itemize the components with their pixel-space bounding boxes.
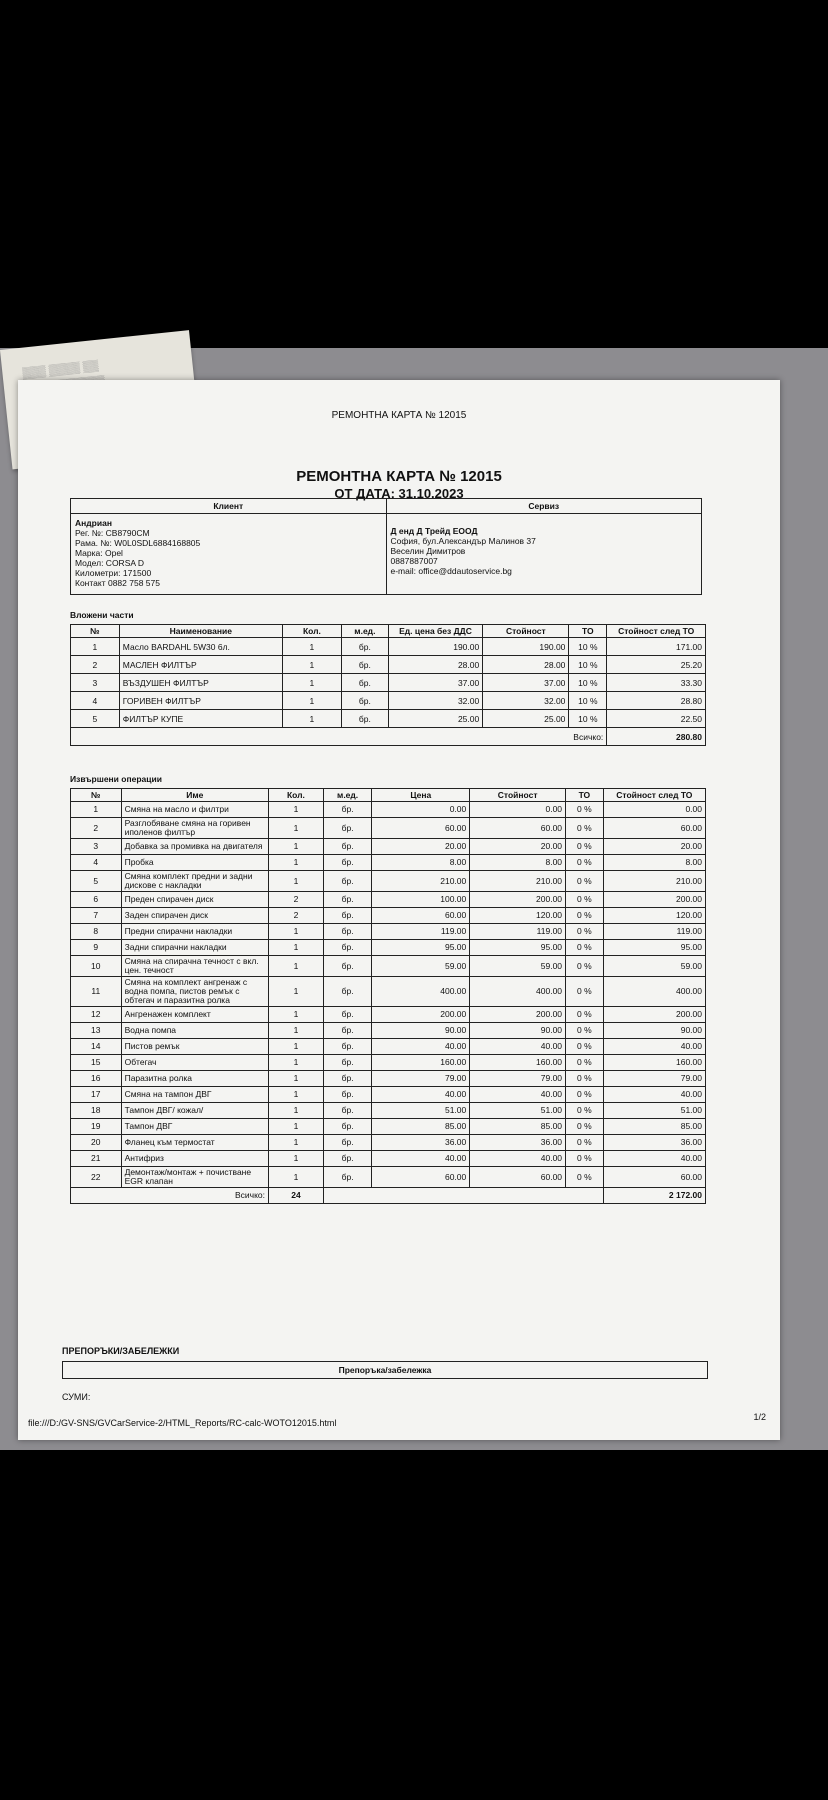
- ops-row-no: 14: [71, 1039, 122, 1055]
- ops-row-qty: 1: [269, 818, 324, 839]
- parts-row-qty: 1: [282, 710, 341, 728]
- ops-row-price: 36.00: [372, 1135, 470, 1151]
- ops-row-after: 119.00: [603, 924, 705, 940]
- ops-row-to: 0 %: [566, 1151, 604, 1167]
- ops-row-price: 20.00: [372, 839, 470, 855]
- ops-row-no: 6: [71, 892, 122, 908]
- ops-row-after: 400.00: [603, 977, 705, 1007]
- ops-row-value: 40.00: [470, 1087, 566, 1103]
- ops-row-unit: бр.: [323, 1007, 371, 1023]
- ops-row-after: 160.00: [603, 1055, 705, 1071]
- ops-row-name: Демонтаж/монтаж + почистване EGR клапан: [121, 1167, 268, 1188]
- parts-row-price: 28.00: [388, 656, 482, 674]
- ops-row-to: 0 %: [566, 1087, 604, 1103]
- parts-row-price: 25.00: [388, 710, 482, 728]
- ops-row-after: 79.00: [603, 1071, 705, 1087]
- service-person: Веселин Димитров: [390, 546, 466, 556]
- ops-row-value: 40.00: [470, 1039, 566, 1055]
- ops-row-name: Пистов ремък: [121, 1039, 268, 1055]
- client-service-table: [70, 498, 702, 595]
- parts-row-after: 28.80: [607, 692, 706, 710]
- ops-row-name: Смяна на спирачна течност с вкл. цен. течност: [121, 956, 268, 977]
- ops-row: [71, 802, 706, 818]
- ops-row-to: 0 %: [566, 1167, 604, 1188]
- parts-col-name: Наименование: [119, 625, 282, 638]
- ops-row: [71, 818, 706, 839]
- ops-row-qty: 1: [269, 977, 324, 1007]
- ops-row-qty: 1: [269, 1039, 324, 1055]
- ops-row-after: 60.00: [603, 818, 705, 839]
- client-reg: Рег. №: CB8790CM: [75, 528, 150, 538]
- ops-row-name: Разглобяване смяна на горивен иполенов филтър: [121, 818, 268, 839]
- ops-row-to: 0 %: [566, 1135, 604, 1151]
- ops-row-unit: бр.: [323, 1167, 371, 1188]
- parts-row-unit: бр.: [342, 674, 389, 692]
- ops-row-after: 8.00: [603, 855, 705, 871]
- service-email: e-mail: office@ddautoservice.bg: [390, 566, 512, 576]
- parts-row-qty: 1: [282, 674, 341, 692]
- ops-row-after: 20.00: [603, 839, 705, 855]
- ops-row-qty: 1: [269, 1055, 324, 1071]
- ops-row-unit: бр.: [323, 1087, 371, 1103]
- parts-row-to: 10 %: [569, 638, 607, 656]
- parts-row: [71, 692, 706, 710]
- parts-row-unit: бр.: [342, 692, 389, 710]
- parts-col-unit: м.ед.: [342, 625, 389, 638]
- ops-row-value: 60.00: [470, 1167, 566, 1188]
- ops-row-no: 12: [71, 1007, 122, 1023]
- ops-row-name: Антифриз: [121, 1151, 268, 1167]
- parts-row-value: 28.00: [483, 656, 569, 674]
- footer-page-number: 1/2: [753, 1412, 766, 1422]
- parts-col-price: Ед. цена без ДДС: [388, 625, 482, 638]
- parts-row-name: МАСЛЕН ФИЛТЪР: [119, 656, 282, 674]
- ops-row-after: 40.00: [603, 1087, 705, 1103]
- ops-row-name: Ангренажен комплект: [121, 1007, 268, 1023]
- client-frame: Рама. №: W0L0SDL6884168805: [75, 538, 201, 548]
- ops-row-no: 21: [71, 1151, 122, 1167]
- ops-row-qty: 1: [269, 1007, 324, 1023]
- parts-row-to: 10 %: [569, 692, 607, 710]
- ops-row-no: 22: [71, 1167, 122, 1188]
- ops-row: [71, 956, 706, 977]
- parts-row-after: 22.50: [607, 710, 706, 728]
- ops-row-no: 4: [71, 855, 122, 871]
- ops-row-unit: бр.: [323, 1119, 371, 1135]
- parts-row-qty: 1: [282, 692, 341, 710]
- parts-col-no: №: [71, 625, 120, 638]
- ops-row-unit: бр.: [323, 940, 371, 956]
- parts-row-price: 37.00: [388, 674, 482, 692]
- ops-total-value: 2 172.00: [603, 1188, 705, 1204]
- service-phone: 0887887007: [390, 556, 438, 566]
- parts-row-qty: 1: [282, 638, 341, 656]
- ops-row-name: Предни спирачни накладки: [121, 924, 268, 940]
- ops-row-unit: бр.: [323, 871, 371, 892]
- ops-row-value: 95.00: [470, 940, 566, 956]
- parts-col-to: ТО: [569, 625, 607, 638]
- ops-row-value: 60.00: [470, 818, 566, 839]
- ops-row-after: 40.00: [603, 1151, 705, 1167]
- parts-row-no: 2: [71, 656, 120, 674]
- ops-row-no: 5: [71, 871, 122, 892]
- ops-row-unit: бр.: [323, 818, 371, 839]
- parts-col-after: Стойност след ТО: [607, 625, 706, 638]
- ops-row-after: 200.00: [603, 892, 705, 908]
- ops-row-qty: 2: [269, 908, 324, 924]
- ops-row-no: 11: [71, 977, 122, 1007]
- ops-row-no: 13: [71, 1023, 122, 1039]
- ops-row-unit: бр.: [323, 1151, 371, 1167]
- ops-row-value: 36.00: [470, 1135, 566, 1151]
- ops-row-after: 90.00: [603, 1023, 705, 1039]
- ops-row-value: 160.00: [470, 1055, 566, 1071]
- ops-row-qty: 1: [269, 802, 324, 818]
- ops-row-no: 7: [71, 908, 122, 924]
- client-header: Клиент: [71, 499, 387, 514]
- ops-row: [71, 1103, 706, 1119]
- ops-row: [71, 1167, 706, 1188]
- parts-row-value: 25.00: [483, 710, 569, 728]
- ops-row-unit: бр.: [323, 1023, 371, 1039]
- parts-table: [70, 624, 706, 746]
- parts-total-label: Всичко:: [569, 728, 607, 746]
- ops-row-no: 8: [71, 924, 122, 940]
- ops-row-value: 210.00: [470, 871, 566, 892]
- parts-header-row: [71, 625, 706, 638]
- ops-row-to: 0 %: [566, 1103, 604, 1119]
- parts-row-no: 3: [71, 674, 120, 692]
- ops-row-no: 9: [71, 940, 122, 956]
- ops-row-price: 40.00: [372, 1039, 470, 1055]
- ops-row-after: 51.00: [603, 1103, 705, 1119]
- ops-row-price: 100.00: [372, 892, 470, 908]
- ops-row-name: Добавка за промивка на двигателя: [121, 839, 268, 855]
- ops-row-unit: бр.: [323, 802, 371, 818]
- ops-row-no: 3: [71, 839, 122, 855]
- ops-row-to: 0 %: [566, 802, 604, 818]
- ops-row-name: Смяна на масло и филтри: [121, 802, 268, 818]
- ops-row-qty: 1: [269, 1135, 324, 1151]
- ops-row-to: 0 %: [566, 924, 604, 940]
- ops-row-to: 0 %: [566, 855, 604, 871]
- ops-row-to: 0 %: [566, 871, 604, 892]
- parts-row-value: 190.00: [483, 638, 569, 656]
- ops-total-label: Всичко:: [121, 1188, 268, 1204]
- parts-row-price: 32.00: [388, 692, 482, 710]
- ops-row: [71, 1039, 706, 1055]
- ops-row-value: 40.00: [470, 1151, 566, 1167]
- ops-row-to: 0 %: [566, 818, 604, 839]
- ops-row-value: 85.00: [470, 1119, 566, 1135]
- parts-row-name: ВЪЗДУШЕН ФИЛТЪР: [119, 674, 282, 692]
- ops-row-after: 0.00: [603, 802, 705, 818]
- ops-row-qty: 1: [269, 871, 324, 892]
- parts-row-no: 4: [71, 692, 120, 710]
- parts-row-to: 10 %: [569, 656, 607, 674]
- ops-row-after: 210.00: [603, 871, 705, 892]
- ops-row: [71, 1071, 706, 1087]
- ops-row-to: 0 %: [566, 1007, 604, 1023]
- ops-row-qty: 1: [269, 1103, 324, 1119]
- service-header: Сервиз: [386, 499, 702, 514]
- recommendations-title: ПРЕПОРЪКИ/ЗАБЕЛЕЖКИ: [62, 1346, 180, 1356]
- ops-row-price: 8.00: [372, 855, 470, 871]
- ops-row-qty: 1: [269, 1071, 324, 1087]
- ops-row-unit: бр.: [323, 1103, 371, 1119]
- ops-row-no: 10: [71, 956, 122, 977]
- footer-file-path: file:///D:/GV-SNS/GVCarService-2/HTML_Reports/RC-calc-WOTO12015.html: [28, 1418, 337, 1428]
- ops-row-price: 90.00: [372, 1023, 470, 1039]
- ops-total-row: [71, 1188, 706, 1204]
- parts-row-unit: бр.: [342, 710, 389, 728]
- ops-row-price: 400.00: [372, 977, 470, 1007]
- ops-row-no: 2: [71, 818, 122, 839]
- parts-col-qty: Кол.: [282, 625, 341, 638]
- ops-row-value: 20.00: [470, 839, 566, 855]
- ops-row-qty: 1: [269, 839, 324, 855]
- ops-row-name: Фланец към термостат: [121, 1135, 268, 1151]
- parts-row-price: 190.00: [388, 638, 482, 656]
- parts-row-name: Масло BARDAHL 5W30 6л.: [119, 638, 282, 656]
- ops-row-to: 0 %: [566, 977, 604, 1007]
- ops-row-price: 60.00: [372, 1167, 470, 1188]
- client-name: Андриан: [75, 518, 112, 528]
- document-page: [18, 380, 780, 1440]
- ops-row: [71, 1135, 706, 1151]
- ops-total-qty: 24: [269, 1188, 324, 1204]
- operations-table: [70, 788, 706, 1204]
- parts-total-value: 280.80: [607, 728, 706, 746]
- parts-row-to: 10 %: [569, 710, 607, 728]
- ops-col-value: Стойност: [470, 789, 566, 802]
- ops-row: [71, 924, 706, 940]
- ops-row-qty: 1: [269, 956, 324, 977]
- parts-row-after: 33.30: [607, 674, 706, 692]
- ops-row-value: 51.00: [470, 1103, 566, 1119]
- ops-row-qty: 1: [269, 1023, 324, 1039]
- parts-row: [71, 638, 706, 656]
- ops-col-unit: м.ед.: [323, 789, 371, 802]
- ops-row-value: 8.00: [470, 855, 566, 871]
- document-date: ОТ ДАТА: 31.10.2023: [334, 486, 464, 501]
- ops-row-name: Смяна на тампон ДВГ: [121, 1087, 268, 1103]
- ops-row-price: 51.00: [372, 1103, 470, 1119]
- ops-row-after: 200.00: [603, 1007, 705, 1023]
- ops-row-name: Тампон ДВГ: [121, 1119, 268, 1135]
- ops-row-qty: 1: [269, 940, 324, 956]
- ops-row-name: Паразитна ролка: [121, 1071, 268, 1087]
- ops-row: [71, 908, 706, 924]
- ops-row-unit: бр.: [323, 855, 371, 871]
- parts-row-no: 5: [71, 710, 120, 728]
- ops-row-after: 120.00: [603, 908, 705, 924]
- ops-row-after: 59.00: [603, 956, 705, 977]
- ops-row-qty: 2: [269, 892, 324, 908]
- ops-row-price: 60.00: [372, 908, 470, 924]
- ops-row: [71, 1151, 706, 1167]
- ops-row-unit: бр.: [323, 892, 371, 908]
- ops-row-price: 160.00: [372, 1055, 470, 1071]
- ops-row-no: 15: [71, 1055, 122, 1071]
- ops-row-no: 19: [71, 1119, 122, 1135]
- ops-row-name: Тампон ДВГ/ кожал/: [121, 1103, 268, 1119]
- ops-row-value: 200.00: [470, 892, 566, 908]
- parts-row-after: 25.20: [607, 656, 706, 674]
- ops-row-qty: 1: [269, 855, 324, 871]
- ops-row-name: Преден спирачен диск: [121, 892, 268, 908]
- parts-row-name: ФИЛТЪР КУПЕ: [119, 710, 282, 728]
- ops-row-price: 85.00: [372, 1119, 470, 1135]
- ops-row-after: 60.00: [603, 1167, 705, 1188]
- ops-row: [71, 1119, 706, 1135]
- parts-row: [71, 674, 706, 692]
- service-company: Д енд Д Трейд ЕООД: [390, 526, 478, 536]
- parts-row-unit: бр.: [342, 638, 389, 656]
- ops-section-title: Извършени операции: [70, 774, 162, 784]
- ops-row-price: 200.00: [372, 1007, 470, 1023]
- ops-row-name: Обтегач: [121, 1055, 268, 1071]
- service-address: София, бул.Александър Малинов 37: [390, 536, 536, 546]
- parts-row-no: 1: [71, 638, 120, 656]
- ops-row-value: 90.00: [470, 1023, 566, 1039]
- ops-row-unit: бр.: [323, 1135, 371, 1151]
- ops-row: [71, 1023, 706, 1039]
- ops-row-qty: 1: [269, 1151, 324, 1167]
- parts-row-to: 10 %: [569, 674, 607, 692]
- ops-row-after: 95.00: [603, 940, 705, 956]
- ops-row-qty: 1: [269, 1087, 324, 1103]
- ops-row-value: 400.00: [470, 977, 566, 1007]
- ops-row-after: 85.00: [603, 1119, 705, 1135]
- ops-row-to: 0 %: [566, 940, 604, 956]
- parts-row-unit: бр.: [342, 656, 389, 674]
- client-km: Километри: 171500: [75, 568, 152, 578]
- ops-col-price: Цена: [372, 789, 470, 802]
- ops-col-to: ТО: [566, 789, 604, 802]
- ops-row: [71, 1055, 706, 1071]
- ops-row-price: 79.00: [372, 1071, 470, 1087]
- parts-row-after: 171.00: [607, 638, 706, 656]
- ops-row-to: 0 %: [566, 1055, 604, 1071]
- parts-row: [71, 656, 706, 674]
- ops-row-unit: бр.: [323, 977, 371, 1007]
- parts-row-name: ГОРИВЕН ФИЛТЪР: [119, 692, 282, 710]
- ops-row-qty: 1: [269, 1167, 324, 1188]
- ops-row-to: 0 %: [566, 1023, 604, 1039]
- ops-row-no: 1: [71, 802, 122, 818]
- ops-row-no: 20: [71, 1135, 122, 1151]
- ops-row-price: 40.00: [372, 1087, 470, 1103]
- ops-col-after: Стойност след ТО: [603, 789, 705, 802]
- ops-row-to: 0 %: [566, 839, 604, 855]
- ops-row-name: Заден спирачен диск: [121, 908, 268, 924]
- parts-section-title: Вложени части: [70, 610, 134, 620]
- sums-label: СУМИ:: [62, 1392, 91, 1402]
- ops-row: [71, 892, 706, 908]
- ops-row-unit: бр.: [323, 924, 371, 940]
- ops-row-qty: 1: [269, 1119, 324, 1135]
- ops-row-to: 0 %: [566, 908, 604, 924]
- ops-row-name: Задни спирачни накладки: [121, 940, 268, 956]
- parts-row-value: 32.00: [483, 692, 569, 710]
- ops-row-to: 0 %: [566, 1039, 604, 1055]
- ops-row: [71, 839, 706, 855]
- ops-row-after: 36.00: [603, 1135, 705, 1151]
- ops-row-no: 16: [71, 1071, 122, 1087]
- ops-col-name: Име: [121, 789, 268, 802]
- client-contact: Контакт 0882 758 575: [75, 578, 160, 588]
- ops-row-value: 59.00: [470, 956, 566, 977]
- parts-row: [71, 710, 706, 728]
- ops-row: [71, 1087, 706, 1103]
- ops-row-name: Смяна комплект предни и задни дискове с накладки: [121, 871, 268, 892]
- recommendations-box: Препоръка/забележка: [62, 1361, 708, 1379]
- parts-row-value: 37.00: [483, 674, 569, 692]
- ops-row-to: 0 %: [566, 1119, 604, 1135]
- ops-row-unit: бр.: [323, 1055, 371, 1071]
- ops-row-to: 0 %: [566, 1071, 604, 1087]
- ops-row: [71, 940, 706, 956]
- ops-row-value: 79.00: [470, 1071, 566, 1087]
- ops-row: [71, 871, 706, 892]
- ops-row-price: 60.00: [372, 818, 470, 839]
- client-model: Модел: CORSA D: [75, 558, 145, 568]
- client-make: Марка: Opel: [75, 548, 123, 558]
- ops-row-price: 95.00: [372, 940, 470, 956]
- ops-row-unit: бр.: [323, 839, 371, 855]
- ops-row: [71, 855, 706, 871]
- ops-row-unit: бр.: [323, 1071, 371, 1087]
- ops-row-to: 0 %: [566, 956, 604, 977]
- ops-row-to: 0 %: [566, 892, 604, 908]
- ops-row-name: Пробка: [121, 855, 268, 871]
- ops-row-no: 17: [71, 1087, 122, 1103]
- ops-row-unit: бр.: [323, 908, 371, 924]
- parts-total-row: [71, 728, 706, 746]
- ops-row: [71, 977, 706, 1007]
- document-title: РЕМОНТНА КАРТА № 12015: [296, 468, 502, 485]
- ops-row-unit: бр.: [323, 1039, 371, 1055]
- ops-row-qty: 1: [269, 924, 324, 940]
- page-header: РЕМОНТНА КАРТА № 12015: [331, 410, 467, 421]
- ops-row: [71, 1007, 706, 1023]
- ops-row-unit: бр.: [323, 956, 371, 977]
- ops-row-after: 40.00: [603, 1039, 705, 1055]
- parts-col-value: Стойност: [483, 625, 569, 638]
- ops-row-price: 40.00: [372, 1151, 470, 1167]
- parts-row-qty: 1: [282, 656, 341, 674]
- ops-row-price: 210.00: [372, 871, 470, 892]
- ops-row-price: 119.00: [372, 924, 470, 940]
- ops-row-price: 0.00: [372, 802, 470, 818]
- ops-row-value: 0.00: [470, 802, 566, 818]
- ops-row-no: 18: [71, 1103, 122, 1119]
- ops-row-value: 200.00: [470, 1007, 566, 1023]
- ops-row-price: 59.00: [372, 956, 470, 977]
- ops-row-value: 120.00: [470, 908, 566, 924]
- ops-row-name: Смяна на комплект ангренаж с водна помпа, пистов ремък с обтегач и паразитна ролка: [121, 977, 268, 1007]
- ops-header-row: [71, 789, 706, 802]
- ops-row-name: Водна помпа: [121, 1023, 268, 1039]
- ops-col-qty: Кол.: [269, 789, 324, 802]
- ops-row-value: 119.00: [470, 924, 566, 940]
- receipt-paper: ▒▒▒ ▒▒▒▒ ▒▒: [0, 330, 202, 469]
- ops-col-no: №: [71, 789, 122, 802]
